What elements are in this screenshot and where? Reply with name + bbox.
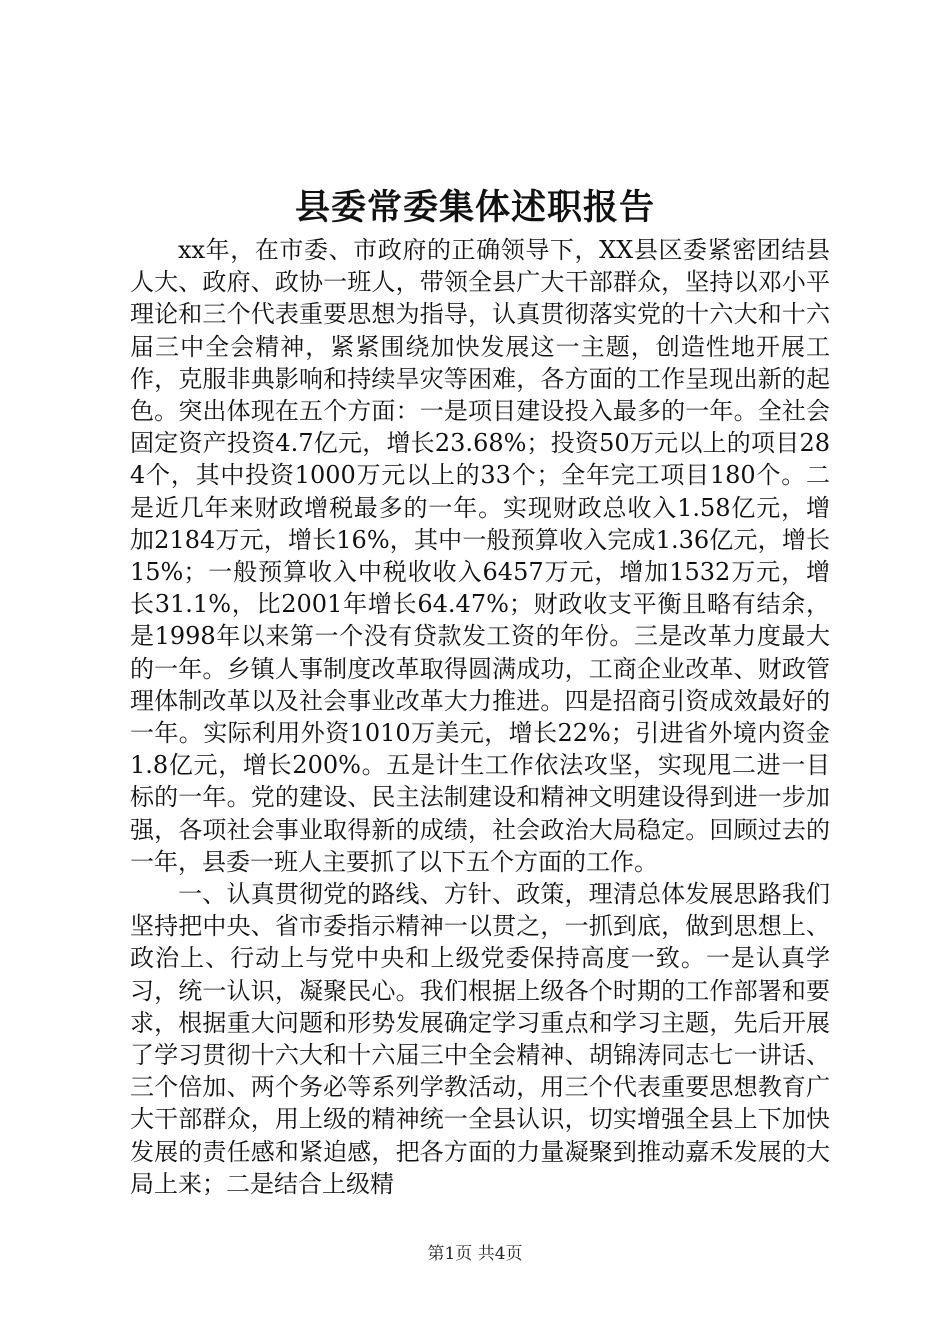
page-footer — [0, 1242, 950, 1266]
paragraph-section-one — [130, 878, 830, 1200]
paragraph-text: 一、认真贯彻党的路线、方针、政策，理清总体发展思路我们坚持把中央、省市委指示精神一以贯之，一抓到底，做到思想上、政治上、行动上与党中央和上级党委保持高度一致。一是认真学习，统一认识，凝聚民心。我们根据上级各个时期的工作部署和要求，根据重大问题和形势发展确定学习重点和学习主题，先后开展了学习贯彻十六大和十六届三中全会精神、胡锦涛同志七一讲话、三个倍加、两个务必等系列学教活动，用三个代表重要思想教育广大干部群众，用上级的精神统一全县认识，切实增强全县上下加快发展的责任感和紧迫感，把各方面的力量凝聚到推动嘉禾发展的大局上来；二是结合上级精 — [130, 880, 830, 1198]
page-number-label: 第1页 共4页 — [427, 1244, 523, 1264]
document-body — [130, 234, 830, 1200]
paragraph-text: xx年，在市委、市政府的正确领导下，XX县区委紧密团结县人大、政府、政协一班人，带领全县广大干部群众，坚持以邓小平理论和三个代表重要思想为指导，认真贯彻落实党的十六大和十六届三中全会精神，紧紧围绕加快发展这一主题，创造性地开展工作，克服非典影响和持续旱灾等困难，各方面的工作呈现出新的起色。突出体现在五个方面：一是项目建设投入最多的一年。全社会固定资产投资4.7亿元，增长23.68%；投资50万元以上的项目284个，其中投资1000万元以上的33个；全年完工项目180个。二是近几年来财政增税最多的一年。实现财政总收入1.58亿元，增加2184万元，增长16%，其中一般预算收入完成1.36亿元，增长15%；一般预算收入中税收收入6457万元，增加1532万元，增长31.1%，比2001年增长64.47%；财政收支平衡且略有结余，是1998年以来第一个没有贷款发工资的年份。三是改革力度最大的一年。乡镇人事制度改革取得圆满成功，工商企业改革、财政管理体制改革以及社会事业改革大力推进。四是招商引资成效最好的一年。实际利用外资1010万美元，增长22%；引进省外境内资金1.8亿元，增长200%。五是计生工作依法攻坚，实现甩二进一目标的一年。党的建设、民主法制建设和精神文明建设得到进一步加强，各项社会事业取得新的成绩，社会政治大局稳定。回顾过去的一年，县委一班人主要抓了以下五个方面的工作。 — [130, 236, 830, 876]
paragraph-intro — [130, 234, 830, 878]
document-title: 县委常委集体述职报告 — [294, 187, 655, 228]
